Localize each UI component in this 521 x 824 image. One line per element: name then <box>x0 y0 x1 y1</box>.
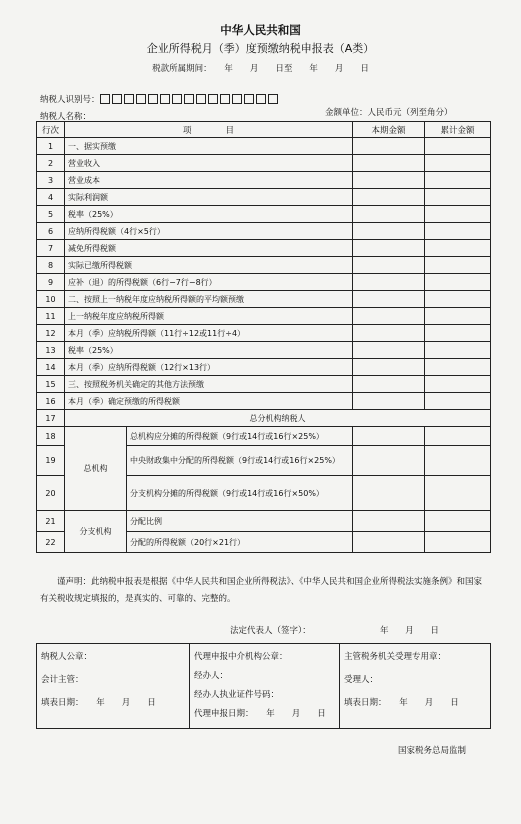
table-row <box>37 155 491 172</box>
id-box <box>208 94 218 104</box>
row-label: 应纳所得税额（4行×5行） <box>65 223 353 240</box>
current-amount-cell[interactable] <box>353 155 425 172</box>
cumulative-amount-cell[interactable] <box>425 359 491 376</box>
id-box <box>232 94 242 104</box>
current-amount-cell[interactable] <box>353 308 425 325</box>
row-label: 实际利润额 <box>65 189 353 206</box>
table-row <box>37 138 491 155</box>
cumulative-amount-cell[interactable] <box>425 189 491 206</box>
row-no: 19 <box>37 446 65 476</box>
row-label: 税率（25%） <box>65 342 353 359</box>
tax-fill-date[interactable]: 填表日期： 年 月 日 <box>344 698 459 708</box>
agent-date[interactable]: 代理申报日期： 年 月 日 <box>194 709 326 719</box>
row-label: 本月（季）应纳税所得额（11行÷12或11行÷4） <box>65 325 353 342</box>
row-label: 减免所得税额 <box>65 240 353 257</box>
cumulative-amount-cell[interactable] <box>425 325 491 342</box>
table-row <box>37 342 491 359</box>
row-label: 税率（25%） <box>65 206 353 223</box>
table-row <box>37 325 491 342</box>
table-row <box>37 359 491 376</box>
taxpayer-block <box>37 644 190 729</box>
row-no: 4 <box>37 189 65 206</box>
row-no: 8 <box>37 257 65 274</box>
amount-unit: 金额单位：人民币元（列至角分） <box>325 108 453 118</box>
row-no: 1 <box>37 138 65 155</box>
cumulative-amount-cell[interactable] <box>425 138 491 155</box>
cumulative-amount-cell[interactable] <box>425 427 491 446</box>
cumulative-amount-cell[interactable] <box>425 206 491 223</box>
row-no: 18 <box>37 427 65 446</box>
id-box <box>112 94 122 104</box>
table-row <box>37 274 491 291</box>
id-box <box>184 94 194 104</box>
row-label: 总分机构纳税人 <box>65 410 491 427</box>
row-no: 22 <box>37 532 65 553</box>
tax-table <box>36 121 491 553</box>
row-label: 分配的所得税额（20行×21行） <box>127 532 353 553</box>
taxpayer-id-field[interactable] <box>40 93 280 105</box>
form-title: 企业所得税月（季）度预缴纳税申报表（A类） <box>146 42 375 55</box>
group-head-office: 总机构 <box>65 427 127 511</box>
row-label: 营业收入 <box>65 155 353 172</box>
group-branch: 分支机构 <box>65 511 127 553</box>
current-amount-cell[interactable] <box>353 274 425 291</box>
current-amount-cell[interactable] <box>353 206 425 223</box>
id-box <box>196 94 206 104</box>
fill-date[interactable]: 填表日期： 年 月 日 <box>41 698 156 708</box>
taxpayer-id-label: 纳税人识别号： <box>40 95 100 105</box>
table-row <box>37 257 491 274</box>
row-label: 上一纳税年度应纳税所得额 <box>65 308 353 325</box>
row-no: 12 <box>37 325 65 342</box>
id-box <box>244 94 254 104</box>
current-amount-cell[interactable] <box>353 427 425 446</box>
tax-period: 税款所属期间： 年 月 日至 年 月 日 <box>152 64 369 74</box>
cumulative-amount-cell[interactable] <box>425 223 491 240</box>
cumulative-amount-cell[interactable] <box>425 446 491 476</box>
cumulative-amount-cell[interactable] <box>425 172 491 189</box>
declaration-text: 谨声明：此纳税申报表是根据《中华人民共和国企业所得税法》、《中华人民共和国企业所得税法实施条例》和国家有关税收规定填报的，是真实的、可靠的、完整的。 <box>40 577 483 604</box>
id-box <box>160 94 170 104</box>
row-label: 本月（季）确定预缴的所得税额 <box>65 393 353 410</box>
row-no: 14 <box>37 359 65 376</box>
current-amount-cell[interactable] <box>353 291 425 308</box>
id-box <box>256 94 266 104</box>
id-box <box>148 94 158 104</box>
row-no: 17 <box>37 410 65 427</box>
handler-cert-number[interactable]: 经办人执业证件号码： <box>194 690 280 700</box>
row-no: 20 <box>37 476 65 511</box>
cumulative-amount-cell[interactable] <box>425 240 491 257</box>
signature-table <box>36 643 491 729</box>
table-row <box>37 223 491 240</box>
row-label: 三、按照税务机关确定的其他方法预缴 <box>65 376 353 393</box>
current-amount-cell[interactable] <box>353 240 425 257</box>
cumulative-amount-cell[interactable] <box>425 257 491 274</box>
handler[interactable]: 经办人： <box>194 671 229 681</box>
tax-authority-block <box>340 644 491 729</box>
row-no: 7 <box>37 240 65 257</box>
current-amount-cell[interactable] <box>353 342 425 359</box>
current-amount-cell[interactable] <box>353 257 425 274</box>
signature-date: 年 月 日 <box>380 626 439 636</box>
id-box <box>268 94 278 104</box>
row-label: 中央财政集中分配的所得税额（9行或14行或16行×25%） <box>127 446 353 476</box>
row-label: 本月（季）应纳所得税额（12行×13行） <box>65 359 353 376</box>
cumulative-amount-cell[interactable] <box>425 342 491 359</box>
row-label: 实际已缴所得税额 <box>65 257 353 274</box>
row-label: 总机构应分摊的所得税额（9行或14行或16行×25%） <box>127 427 353 446</box>
id-box <box>172 94 182 104</box>
cumulative-amount-cell[interactable] <box>425 155 491 172</box>
cumulative-amount-cell[interactable] <box>425 393 491 410</box>
row-no: 15 <box>37 376 65 393</box>
current-amount-cell[interactable] <box>353 532 425 553</box>
row-no: 2 <box>37 155 65 172</box>
table-row <box>37 189 491 206</box>
current-amount-cell[interactable] <box>353 359 425 376</box>
row-no: 10 <box>37 291 65 308</box>
cumulative-amount-cell[interactable] <box>425 291 491 308</box>
table-row <box>37 291 491 308</box>
row-label: 营业成本 <box>65 172 353 189</box>
taxpayer-name-label: 纳税人名称： <box>40 112 92 122</box>
row-no: 21 <box>37 511 65 532</box>
current-amount-cell[interactable] <box>353 476 425 511</box>
row-no: 5 <box>37 206 65 223</box>
table-row <box>37 427 491 446</box>
row-no: 9 <box>37 274 65 291</box>
form-title-country: 中华人民共和国 <box>220 23 301 37</box>
current-amount-cell[interactable] <box>353 223 425 240</box>
table-row <box>37 240 491 257</box>
table-row <box>37 172 491 189</box>
table-row <box>37 393 491 410</box>
header-row-no: 行次 <box>37 122 65 138</box>
cumulative-amount-cell[interactable] <box>425 274 491 291</box>
accountant[interactable]: 会计主管： <box>41 675 84 685</box>
table-row <box>37 206 491 223</box>
row-no: 11 <box>37 308 65 325</box>
cumulative-amount-cell[interactable] <box>425 476 491 511</box>
row-label: 一、据实预缴 <box>65 138 353 155</box>
row-no: 6 <box>37 223 65 240</box>
issuer-footer: 国家税务总局监制 <box>398 746 467 756</box>
table-row <box>37 410 491 427</box>
header-item: 项 目 <box>65 122 353 138</box>
id-box <box>136 94 146 104</box>
current-amount-cell[interactable] <box>353 189 425 206</box>
current-amount-cell[interactable] <box>353 138 425 155</box>
legal-representative-signature[interactable]: 法定代表人（签字）： <box>230 626 311 636</box>
current-amount-cell[interactable] <box>353 511 425 532</box>
cumulative-amount-cell[interactable] <box>425 376 491 393</box>
row-no: 3 <box>37 172 65 189</box>
receiver[interactable]: 受理人： <box>344 675 379 685</box>
cumulative-amount-cell[interactable] <box>425 532 491 553</box>
agent-block <box>190 644 340 729</box>
taxpayer-seal[interactable]: 纳税人公章： <box>41 652 93 662</box>
id-box <box>100 94 110 104</box>
header-current-amount: 本期金额 <box>353 122 425 138</box>
current-amount-cell[interactable] <box>353 172 425 189</box>
row-label: 二、按照上一纳税年度应纳税所得额的平均额预缴 <box>65 291 353 308</box>
id-box <box>220 94 230 104</box>
current-amount-cell[interactable] <box>353 325 425 342</box>
table-row <box>37 511 491 532</box>
agent-seal[interactable]: 代理申报中介机构公章： <box>194 652 288 662</box>
current-amount-cell[interactable] <box>353 446 425 476</box>
current-amount-cell[interactable] <box>353 393 425 410</box>
table-row <box>37 376 491 393</box>
row-no: 16 <box>37 393 65 410</box>
row-no: 13 <box>37 342 65 359</box>
id-box <box>124 94 134 104</box>
header-cumulative-amount: 累计金额 <box>425 122 491 138</box>
row-label: 分配比例 <box>127 511 353 532</box>
row-label: 分支机构分摊的所得税额（9行或14行或16行×50%） <box>127 476 353 511</box>
row-label: 应补（退）的所得税额（6行−7行−8行） <box>65 274 353 291</box>
table-row <box>37 308 491 325</box>
current-amount-cell[interactable] <box>353 376 425 393</box>
tax-authority-seal[interactable]: 主管税务机关受理专用章： <box>344 652 447 662</box>
cumulative-amount-cell[interactable] <box>425 308 491 325</box>
cumulative-amount-cell[interactable] <box>425 511 491 532</box>
